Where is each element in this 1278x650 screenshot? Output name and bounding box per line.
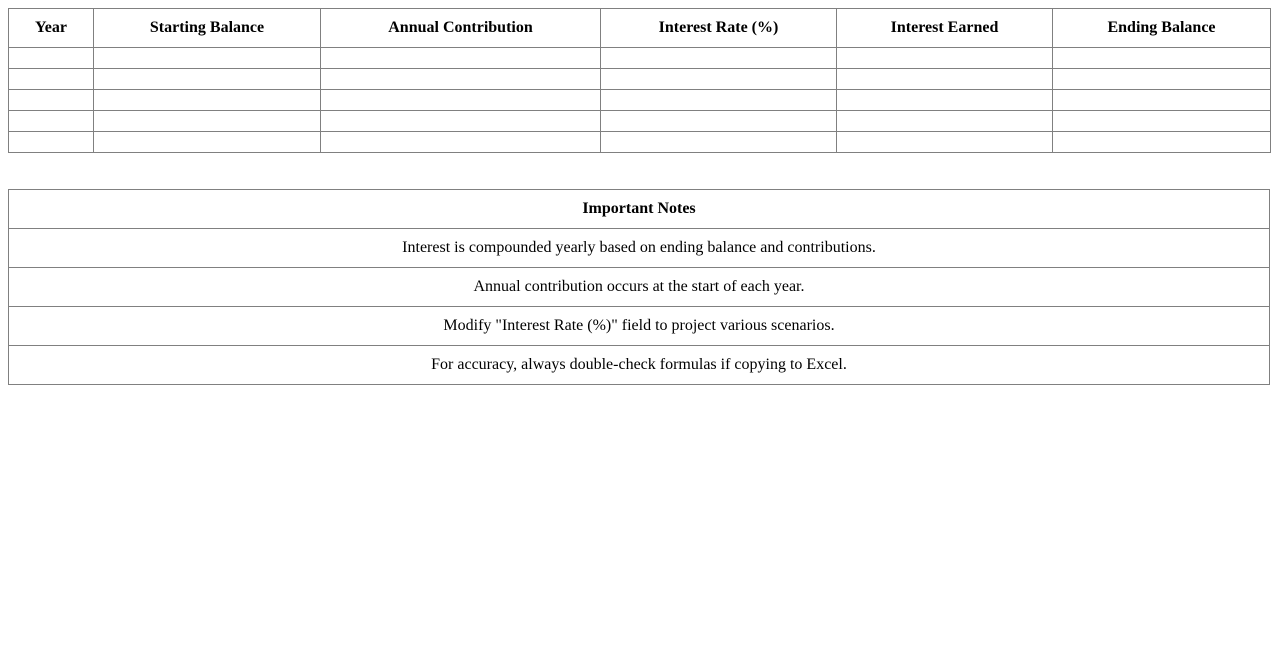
cell-ending-balance[interactable]	[1053, 69, 1271, 90]
cell-interest-rate[interactable]	[601, 111, 837, 132]
cell-interest-rate[interactable]	[601, 48, 837, 69]
notes-header-row	[9, 190, 1270, 229]
cell-annual-contribution[interactable]	[321, 69, 601, 90]
table-row	[9, 48, 1271, 69]
table-row	[9, 69, 1271, 90]
cell-interest-rate[interactable]	[601, 132, 837, 153]
cell-interest-earned[interactable]	[837, 132, 1053, 153]
table-row	[9, 90, 1271, 111]
note-text: Modify "Interest Rate (%)" field to project various scenarios.	[9, 307, 1270, 346]
table-row	[9, 111, 1271, 132]
cell-annual-contribution[interactable]	[321, 111, 601, 132]
note-row	[9, 346, 1270, 385]
cell-starting-balance[interactable]	[94, 90, 321, 111]
header-annual-contribution: Annual Contribution	[321, 9, 601, 48]
cell-ending-balance[interactable]	[1053, 90, 1271, 111]
cell-annual-contribution[interactable]	[321, 132, 601, 153]
savings-calculator-table	[8, 8, 1271, 153]
cell-year[interactable]	[9, 90, 94, 111]
cell-interest-rate[interactable]	[601, 69, 837, 90]
note-text: Interest is compounded yearly based on ending balance and contributions.	[9, 229, 1270, 268]
header-starting-balance: Starting Balance	[94, 9, 321, 48]
cell-year[interactable]	[9, 69, 94, 90]
cell-year[interactable]	[9, 111, 94, 132]
cell-interest-earned[interactable]	[837, 69, 1053, 90]
cell-annual-contribution[interactable]	[321, 90, 601, 111]
page-content	[8, 8, 1270, 385]
cell-year[interactable]	[9, 132, 94, 153]
cell-interest-earned[interactable]	[837, 111, 1053, 132]
table-header-row	[9, 9, 1271, 48]
cell-ending-balance[interactable]	[1053, 132, 1271, 153]
table-row	[9, 132, 1271, 153]
important-notes-table	[8, 189, 1270, 385]
note-row	[9, 229, 1270, 268]
note-text: Annual contribution occurs at the start of each year.	[9, 268, 1270, 307]
cell-annual-contribution[interactable]	[321, 48, 601, 69]
header-interest-earned: Interest Earned	[837, 9, 1053, 48]
notes-title: Important Notes	[9, 190, 1270, 229]
cell-starting-balance[interactable]	[94, 48, 321, 69]
header-interest-rate: Interest Rate (%)	[601, 9, 837, 48]
cell-year[interactable]	[9, 48, 94, 69]
header-year: Year	[9, 9, 94, 48]
note-row	[9, 268, 1270, 307]
cell-ending-balance[interactable]	[1053, 111, 1271, 132]
header-ending-balance: Ending Balance	[1053, 9, 1271, 48]
cell-starting-balance[interactable]	[94, 69, 321, 90]
cell-ending-balance[interactable]	[1053, 48, 1271, 69]
cell-starting-balance[interactable]	[94, 111, 321, 132]
note-row	[9, 307, 1270, 346]
cell-interest-earned[interactable]	[837, 48, 1053, 69]
cell-interest-rate[interactable]	[601, 90, 837, 111]
note-text: For accuracy, always double-check formulas if copying to Excel.	[9, 346, 1270, 385]
cell-starting-balance[interactable]	[94, 132, 321, 153]
cell-interest-earned[interactable]	[837, 90, 1053, 111]
